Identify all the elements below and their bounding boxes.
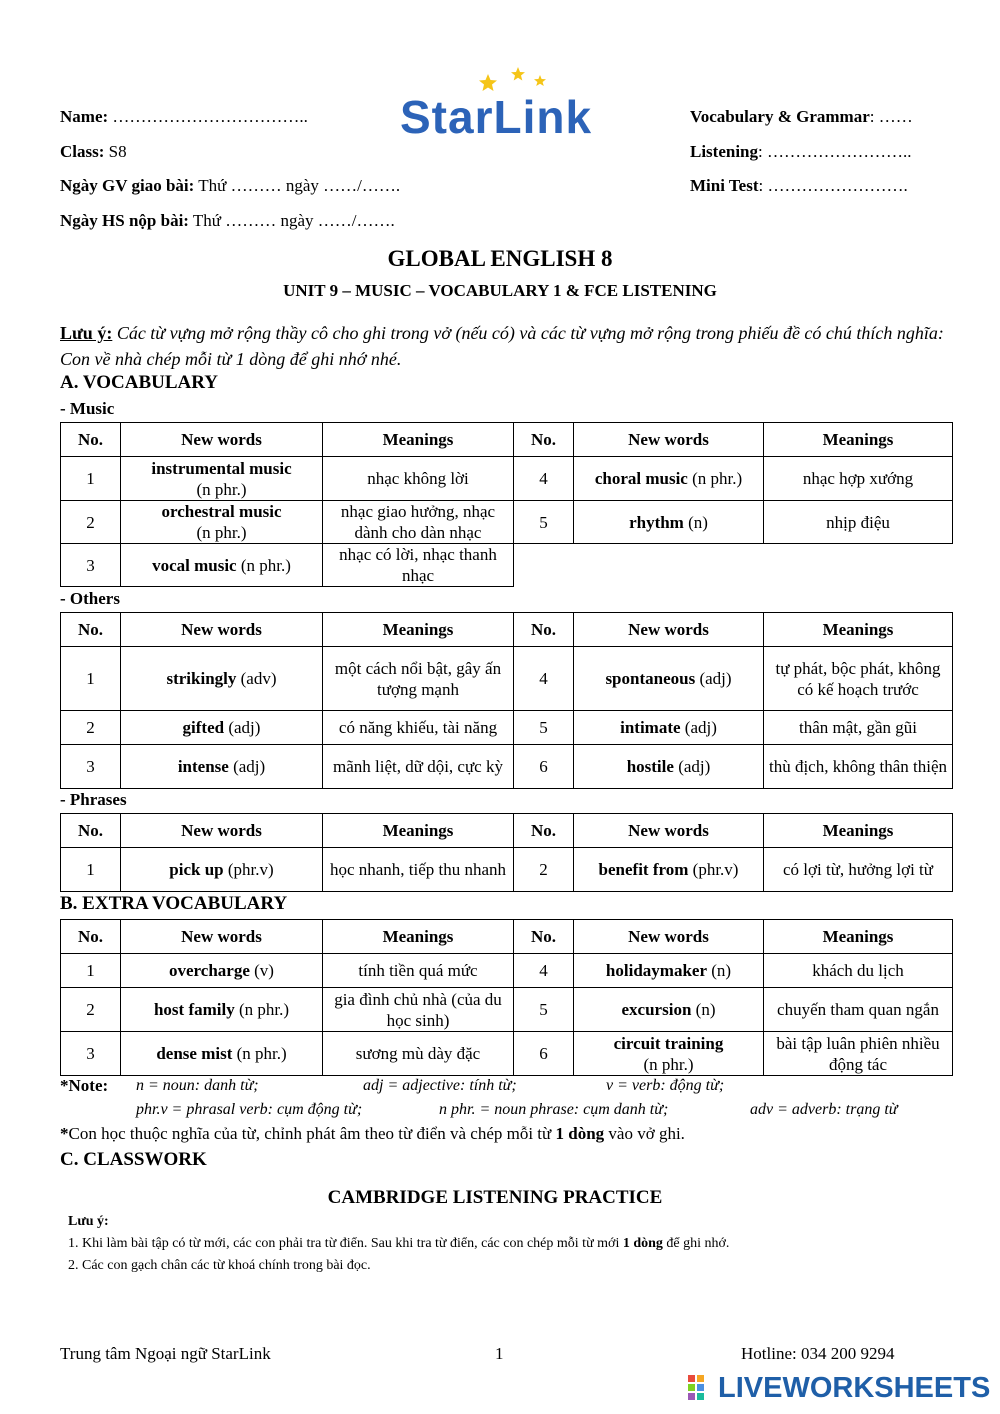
meaning: tự phát, bộc phát, không có kế hoạch trước xyxy=(764,647,953,711)
listening-label: Listening xyxy=(690,142,759,161)
listening-value: : …………………….. xyxy=(758,142,912,161)
class-value: S8 xyxy=(104,142,127,161)
row-number: 2 xyxy=(514,848,574,892)
word-type: (n phr.) xyxy=(687,469,743,488)
col-no: No. xyxy=(61,423,121,457)
word: intimate xyxy=(620,718,681,737)
vocab-word xyxy=(574,457,764,501)
item1-text-start: 1. Khi làm bài tập có từ mới, các con phải tra từ điển. Sau khi tra từ điển, các con chép mỗi từ mới xyxy=(68,1236,623,1251)
col-no: No. xyxy=(514,613,574,647)
meaning: có lợi từ, hưởng lợi từ xyxy=(764,848,953,892)
footer-page-number: 1 xyxy=(495,1344,504,1363)
vocab-word xyxy=(121,1032,323,1076)
table-header-row xyxy=(61,920,953,954)
table-row xyxy=(61,711,953,745)
tip-bold: 1 dòng xyxy=(555,1124,605,1143)
phrases-table xyxy=(60,813,953,892)
row-number: 3 xyxy=(61,745,121,789)
abbrev-n: n = noun: danh từ; xyxy=(136,1077,259,1094)
vocab-word xyxy=(121,647,323,711)
word: dense mist xyxy=(156,1044,233,1063)
submit-date-value: Thứ ……… ngày ……/……. xyxy=(188,211,395,230)
tip-text-start: Con học thuộc nghĩa của từ, chỉnh phát âm theo từ điển và chép mỗi từ xyxy=(68,1124,556,1143)
meaning: nhạc không lời xyxy=(323,457,514,501)
row-number: 2 xyxy=(61,501,121,544)
meaning: sương mù dày đặc xyxy=(323,1032,514,1076)
abbrev-note-label: *Note: xyxy=(60,1076,109,1095)
word: vocal music xyxy=(152,555,237,575)
word-type: (n phr.) xyxy=(236,555,291,575)
tip-text-end: vào vở ghi. xyxy=(604,1124,685,1143)
assign-date-label: Ngày GV giao bài: xyxy=(60,176,195,195)
col-meanings: Meanings xyxy=(323,920,514,954)
table-row xyxy=(61,848,953,892)
others-table xyxy=(60,612,953,789)
word-type: (v) xyxy=(249,961,274,980)
meaning: nhạc có lời, nhạc thanh nhạc xyxy=(323,544,514,587)
row-number: 2 xyxy=(61,711,121,745)
word-type: (n phr.) xyxy=(232,1044,287,1063)
row-number: 2 xyxy=(61,988,121,1032)
word-type: (phr.v) xyxy=(688,860,739,879)
meaning: học nhanh, tiếp thu nhanh xyxy=(323,848,514,892)
mini-test-label: Mini Test xyxy=(690,176,759,195)
col-new-words: New words xyxy=(574,423,764,457)
assign-date-field xyxy=(60,176,400,196)
word: instrumental music xyxy=(151,458,292,478)
col-new-words: New words xyxy=(121,920,323,954)
page-subtitle: UNIT 9 – MUSIC – VOCABULARY 1 & FCE LISTENING xyxy=(283,281,717,300)
word: gifted xyxy=(182,718,225,737)
col-meanings: Meanings xyxy=(764,920,953,954)
table-row xyxy=(61,647,953,711)
word: circuit training xyxy=(613,1033,724,1053)
word-type: (n) xyxy=(706,961,732,980)
row-number: 1 xyxy=(61,848,121,892)
music-label: - Music xyxy=(60,399,115,418)
vocab-word xyxy=(574,1032,764,1076)
name-field xyxy=(60,107,308,127)
word-type: (n phr.) xyxy=(643,1054,694,1074)
word: intense xyxy=(177,757,229,776)
col-new-words: New words xyxy=(121,423,323,457)
vocab-word xyxy=(121,457,323,501)
word: holidaymaker xyxy=(605,961,707,980)
table-row xyxy=(61,988,953,1032)
word: excursion xyxy=(621,1000,692,1019)
word-type: (n phr.) xyxy=(234,1000,290,1019)
word-type: (adj) xyxy=(228,757,266,776)
phrases-label: - Phrases xyxy=(60,790,127,809)
word: orchestral music xyxy=(161,502,282,521)
col-no: No. xyxy=(61,613,121,647)
word: overcharge xyxy=(169,961,250,980)
cambridge-note-label: Lưu ý: xyxy=(68,1214,109,1229)
word-type: (adj) xyxy=(673,757,711,776)
col-meanings: Meanings xyxy=(323,613,514,647)
class-label: Class: xyxy=(60,142,105,161)
col-no: No. xyxy=(514,423,574,457)
col-meanings: Meanings xyxy=(764,814,953,848)
abbrev-adv: adv = adverb: trạng từ xyxy=(750,1101,898,1118)
vocab-grammar-value: : …… xyxy=(869,107,913,126)
footer-hotline: Hotline: 034 200 9294 xyxy=(741,1344,895,1363)
vocab-word xyxy=(574,501,764,544)
item1-bold: 1 dòng xyxy=(622,1236,663,1251)
row-number: 5 xyxy=(514,711,574,745)
liveworksheets-icon xyxy=(688,1375,714,1405)
word-type: (n phr.) xyxy=(196,479,247,499)
mini-test-score xyxy=(690,176,908,196)
meaning: có năng khiếu, tài năng xyxy=(323,711,514,745)
word: host family xyxy=(153,1000,235,1019)
col-no: No. xyxy=(514,920,574,954)
tip-star: * xyxy=(60,1124,69,1143)
col-meanings: Meanings xyxy=(323,814,514,848)
col-new-words: New words xyxy=(121,814,323,848)
row-number: 4 xyxy=(514,954,574,988)
liveworksheets-text: LIVEWORKSHEETS xyxy=(718,1372,991,1404)
row-number: 3 xyxy=(61,1032,121,1076)
abbrev-nphr: n phr. = noun phrase: cụm danh từ; xyxy=(439,1101,669,1118)
col-no: No. xyxy=(61,814,121,848)
word-type: (n) xyxy=(683,512,708,532)
vocab-word xyxy=(121,848,323,892)
vocab-word xyxy=(121,711,323,745)
cambridge-note-item-2: 2. Các con gạch chân các từ khoá chính trong bài đọc. xyxy=(68,1258,371,1273)
row-number: 1 xyxy=(61,457,121,501)
col-meanings: Meanings xyxy=(764,613,953,647)
word: rhythm xyxy=(629,512,684,532)
vocab-word xyxy=(574,711,764,745)
row-number: 6 xyxy=(514,745,574,789)
table-header-row xyxy=(61,814,953,848)
col-new-words: New words xyxy=(574,814,764,848)
study-tip xyxy=(60,1124,685,1144)
row-number: 3 xyxy=(61,544,121,587)
starlink-logo xyxy=(400,66,630,146)
vocab-word xyxy=(574,988,764,1032)
table-row xyxy=(61,544,953,587)
word-type: (n) xyxy=(691,1000,716,1019)
meaning: khách du lịch xyxy=(764,954,953,988)
row-number: 1 xyxy=(61,647,121,711)
table-header-row xyxy=(61,423,953,457)
table-row xyxy=(61,501,953,544)
vocab-word xyxy=(121,954,323,988)
col-meanings: Meanings xyxy=(764,423,953,457)
table-row xyxy=(61,954,953,988)
vocab-word xyxy=(121,501,323,544)
abbrev-v: v = verb: động từ; xyxy=(606,1077,725,1094)
vocab-word xyxy=(121,745,323,789)
music-table xyxy=(60,422,953,587)
vocab-word xyxy=(574,848,764,892)
section-a-heading: A. VOCABULARY xyxy=(60,372,219,393)
footer-center-name: Trung tâm Ngoại ngữ StarLink xyxy=(60,1344,271,1363)
meaning: nhịp điệu xyxy=(764,501,953,544)
row-number: 5 xyxy=(514,988,574,1032)
row-number: 4 xyxy=(514,647,574,711)
logo-text: StarLink xyxy=(400,91,593,143)
word-type: (n phr.) xyxy=(196,523,247,542)
word: strikingly xyxy=(166,669,237,688)
page-title: GLOBAL ENGLISH 8 xyxy=(387,246,613,271)
row-number: 5 xyxy=(514,501,574,544)
name-label: Name: xyxy=(60,107,109,126)
word-type: (adj) xyxy=(224,718,261,737)
col-new-words: New words xyxy=(574,613,764,647)
mini-test-value: : ……………………. xyxy=(758,176,908,195)
word-type: (adj) xyxy=(695,669,732,688)
cambridge-note-item-1 xyxy=(68,1236,729,1252)
meaning: thù địch, không thân thiện xyxy=(764,745,953,789)
col-no: No. xyxy=(61,920,121,954)
submit-date-field xyxy=(60,211,395,231)
others-label: - Others xyxy=(60,589,120,608)
extra-vocab-table xyxy=(60,919,953,1076)
word: spontaneous xyxy=(605,669,696,688)
meaning: gia đình chủ nhà (của du học sinh) xyxy=(323,988,514,1032)
vocab-word xyxy=(121,988,323,1032)
intro-note xyxy=(60,320,960,372)
row-number: 6 xyxy=(514,1032,574,1076)
word: choral music xyxy=(594,469,688,488)
section-b-heading: B. EXTRA VOCABULARY xyxy=(60,893,288,914)
meaning: nhạc hợp xướng xyxy=(764,457,953,501)
listening-score xyxy=(690,142,912,162)
row-number: 1 xyxy=(61,954,121,988)
name-value: …………………………….. xyxy=(108,107,308,126)
word: benefit from xyxy=(598,860,689,879)
col-new-words: New words xyxy=(574,920,764,954)
section-c-heading: C. CLASSWORK xyxy=(60,1149,207,1170)
vocab-word xyxy=(574,647,764,711)
vocab-word xyxy=(574,745,764,789)
submit-date-label: Ngày HS nộp bài: xyxy=(60,211,189,230)
vocab-word xyxy=(574,954,764,988)
cambridge-title: CAMBRIDGE LISTENING PRACTICE xyxy=(327,1187,663,1208)
meaning: thân mật, gần gũi xyxy=(764,711,953,745)
col-no: No. xyxy=(514,814,574,848)
vocab-word xyxy=(121,544,323,587)
abbrev-adj: adj = adjective: tính từ; xyxy=(363,1077,517,1094)
table-row xyxy=(61,1032,953,1076)
table-header-row xyxy=(61,613,953,647)
liveworksheets-logo xyxy=(688,1372,991,1406)
table-row xyxy=(61,457,953,501)
class-field xyxy=(60,142,127,162)
col-new-words: New words xyxy=(121,613,323,647)
table-row xyxy=(61,745,953,789)
row-number: 4 xyxy=(514,457,574,501)
word: pick up xyxy=(169,860,224,879)
assign-date-value: Thứ ……… ngày ……/……. xyxy=(194,176,401,195)
meaning: bài tập luân phiên nhiều động tác xyxy=(764,1032,953,1076)
meaning: tính tiền quá mức xyxy=(323,954,514,988)
word-type: (adv) xyxy=(236,669,277,688)
vocab-grammar-score xyxy=(690,107,913,127)
meaning: mãnh liệt, dữ dội, cực kỳ xyxy=(323,745,514,789)
word: hostile xyxy=(626,757,674,776)
col-meanings: Meanings xyxy=(323,423,514,457)
word-type: (phr.v) xyxy=(223,860,274,879)
meaning: một cách nổi bật, gây ấn tượng mạnh xyxy=(323,647,514,711)
intro-note-text: Các từ vựng mở rộng thầy cô cho ghi trong vở (nếu có) và các từ vựng mở rộng trong phiếu đề có chú thích nghĩa: Con về nhà chép mỗi từ 1 dòng để ghi nhớ nhé. xyxy=(60,323,944,369)
meaning: nhạc giao hưởng, nhạc dành cho dàn nhạc xyxy=(323,501,514,544)
meaning: chuyến tham quan ngắn xyxy=(764,988,953,1032)
empty-cell xyxy=(514,544,953,587)
abbrev-phrv: phr.v = phrasal verb: cụm động từ; xyxy=(136,1101,363,1118)
intro-note-label: Lưu ý: xyxy=(60,323,113,343)
vocab-grammar-label: Vocabulary & Grammar xyxy=(690,107,870,126)
item1-text-end: để ghi nhớ. xyxy=(662,1236,730,1251)
word-type: (adj) xyxy=(680,718,717,737)
